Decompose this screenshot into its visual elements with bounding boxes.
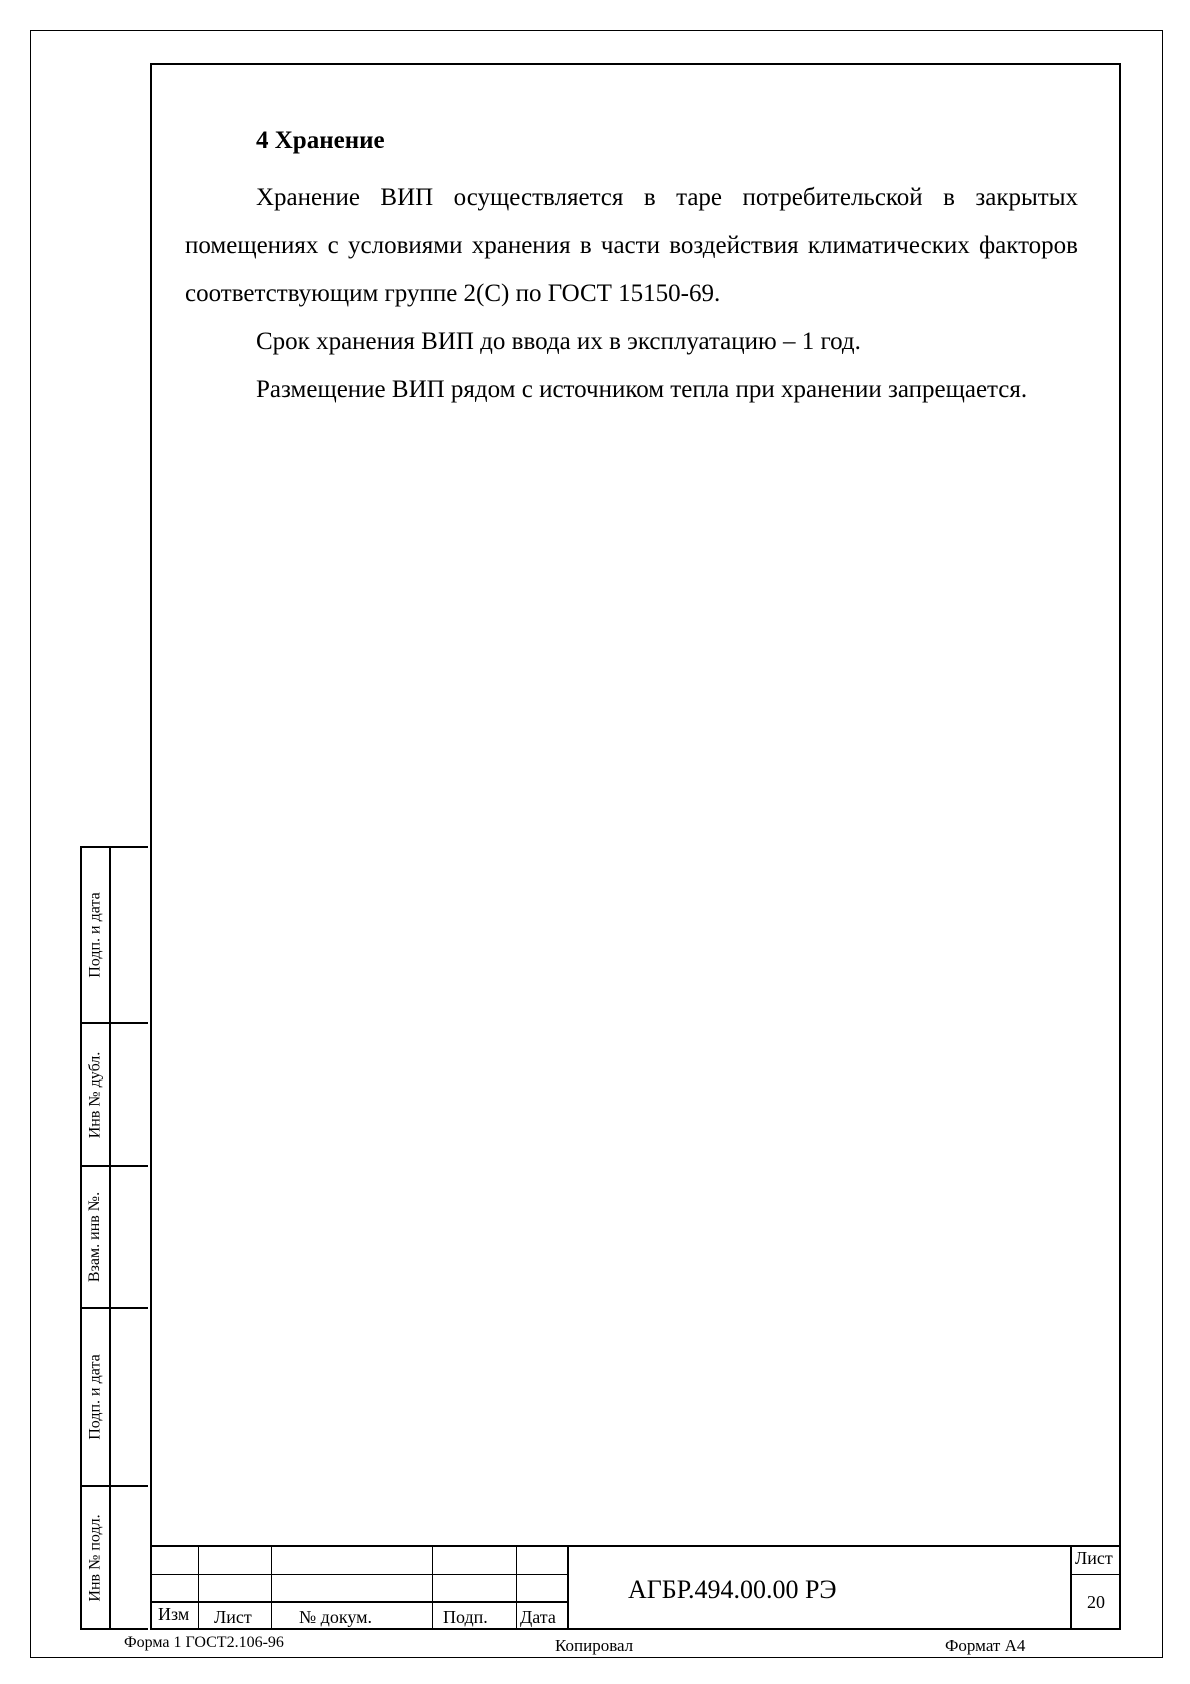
footer-format: Формат А4 [945, 1636, 1026, 1655]
sheet-number: 20 [1087, 1592, 1105, 1612]
paragraph-storage-conditions: Хранение ВИП осуществляется в таре потребительской в закрытых помещениях с условиями хранения в части воздействия климатических факторов соответствующим группе 2(С) по ГОСТ 15150-69. [185, 184, 1078, 307]
col-sheet: Лист [214, 1607, 252, 1627]
side-label-sign-date-2: Подп. и дата [86, 1354, 104, 1440]
side-cell-5 [80, 1485, 148, 1630]
side-cell-1 [80, 846, 148, 1024]
side-cell-4 [80, 1307, 148, 1487]
side-label-replace-inv: Взам. инв №. [86, 1191, 104, 1283]
side-cell-3 [80, 1165, 148, 1309]
col-doc-number: № докум. [299, 1607, 372, 1627]
side-stamp [80, 846, 150, 1630]
col-change: Изм [158, 1604, 190, 1624]
footer-copied: Копировал [555, 1636, 634, 1655]
paragraph-heat-source: Размещение ВИП рядом с источником тепла при хранении запрещается. [256, 376, 1028, 403]
sheet-label: Лист [1075, 1548, 1113, 1568]
document-code: АГБР.494.00.00 РЭ [628, 1575, 837, 1604]
side-cell-2 [80, 1022, 148, 1167]
col-signature: Подп. [443, 1607, 488, 1627]
side-label-dup-inv: Инв № дубл. [86, 1051, 104, 1138]
side-label-sign-date-1: Подп. и дата [86, 892, 104, 978]
footer-form: Форма 1 ГОСТ2.106-96 [124, 1634, 284, 1651]
paragraph-storage-term: Срок хранения ВИП до ввода их в эксплуатацию – 1 год. [256, 328, 861, 355]
side-label-orig-inv: Инв № подл. [86, 1513, 104, 1602]
col-date: Дата [520, 1607, 556, 1627]
section-heading: 4 Хранение [256, 127, 385, 154]
document-body [185, 174, 1078, 414]
